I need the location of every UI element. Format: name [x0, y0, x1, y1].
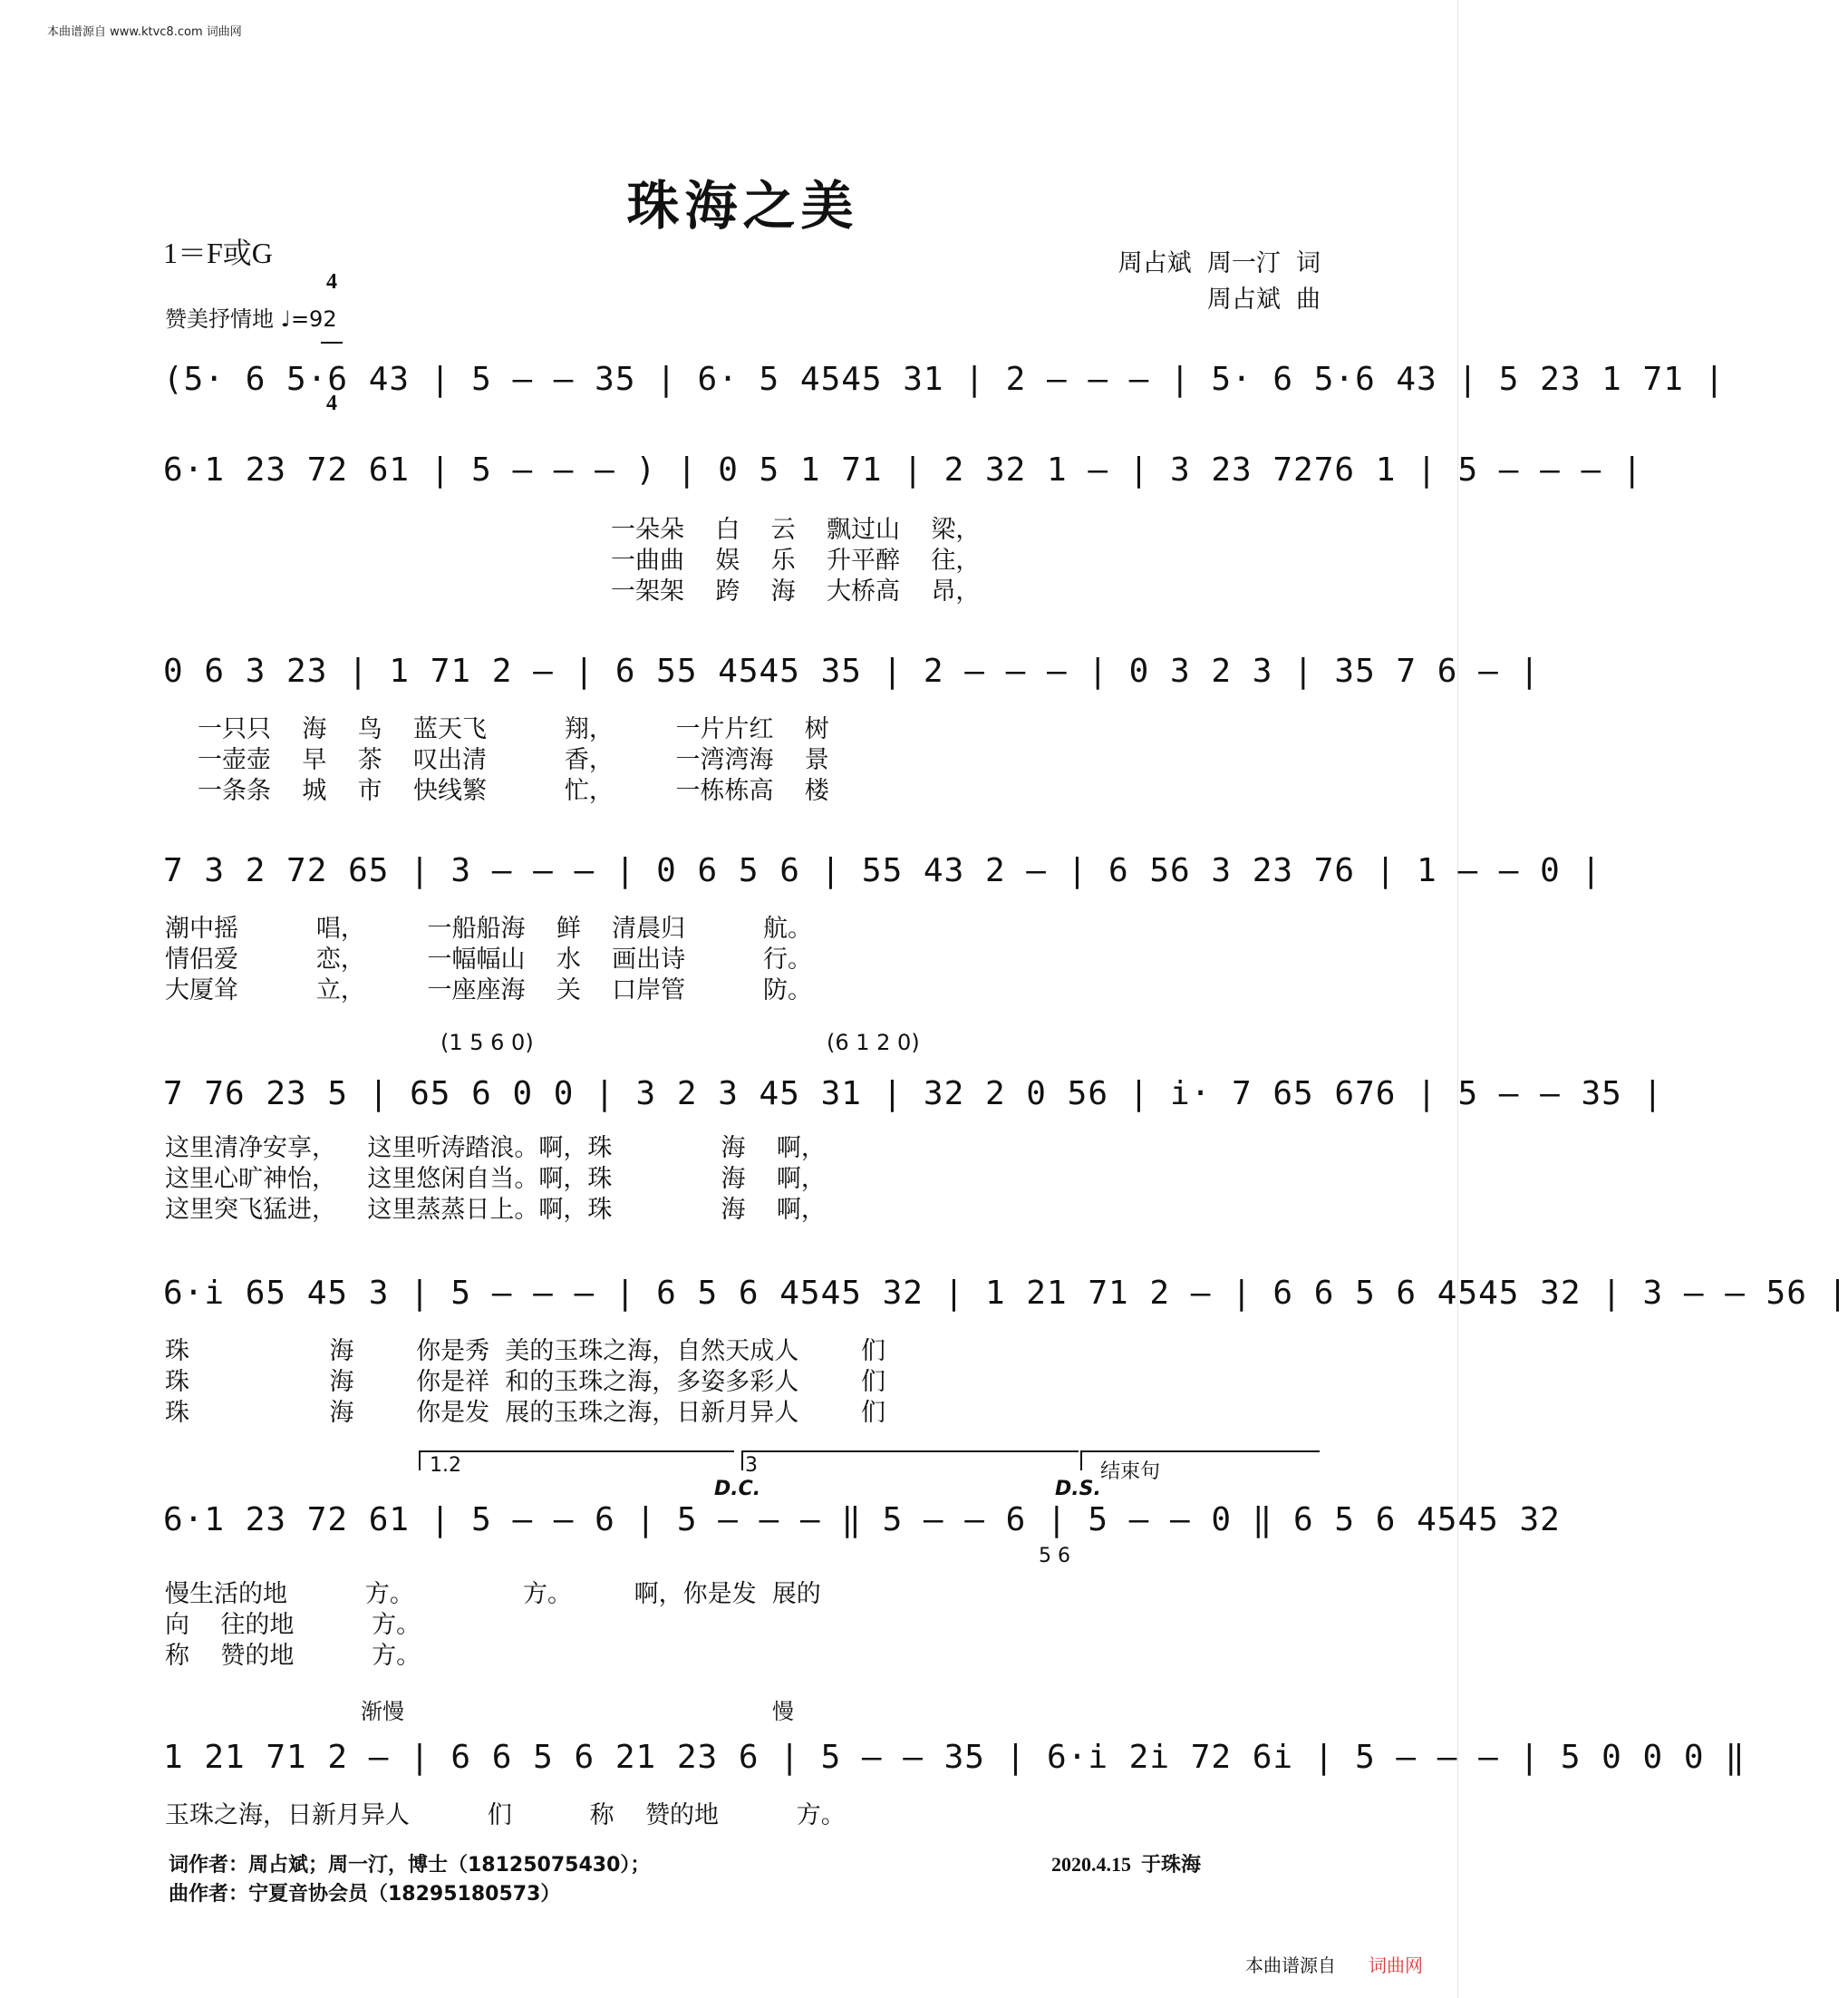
- notation-line-7: 6·1 23 72 61 | 5 — — 6 | 5 — — — ‖ 5 — — 6 | 5 — — 0 ‖ 6 5 6 4545 32: [163, 1501, 1561, 1538]
- lyric-line: 情侣爱 恋， 一幅幅山 水 画出诗 行。: [165, 946, 812, 974]
- tempo-marking: 赞美抒情地 ♩=92: [165, 306, 337, 332]
- volta-label-2: 3: [745, 1454, 758, 1477]
- lyric-line: 潮中摇 唱， 一船船海 鲜 清晨归 航。: [165, 915, 812, 943]
- lyric-line: 一只只 海 鸟 蓝天飞 翔， 一片片红 树: [198, 715, 829, 743]
- lyricist-credit: 周占斌 周一汀 词: [1118, 249, 1321, 277]
- lyric-line: 这里心旷神怡， 这里悠闲自当。啊，珠 海 啊，: [165, 1165, 826, 1193]
- ds-mark: D.S.: [1055, 1478, 1101, 1500]
- volta-label-1: 1.2: [430, 1454, 461, 1477]
- brand-name: 词曲网: [1369, 1954, 1423, 1976]
- composer-credit: 周占斌 曲: [1206, 286, 1321, 314]
- dc-mark: D.C.: [714, 1478, 761, 1500]
- ossia-notes-1: (1 5 6 0): [440, 1030, 534, 1055]
- lyric-line: 玉珠之海，日新月异人 们 称 赞的地 方。: [165, 1801, 846, 1829]
- footer-date: 2020.4.15 于珠海: [1051, 1853, 1202, 1876]
- header-source-text: 本曲谱源自 www.ktvc8.com 词曲网: [47, 25, 242, 39]
- lyric-line: 一壶壶 早 茶 叹出清 香， 一湾湾海 景: [198, 746, 829, 774]
- lyric-line: 一朵朵 白 云 飘过山 梁，: [611, 516, 981, 544]
- tempo-change-gradual: 渐慢: [361, 1699, 404, 1724]
- lyric-line: 这里突飞猛进， 这里蒸蒸日上。啊，珠 海 啊，: [165, 1196, 826, 1224]
- notation-line-3: 0 6 3 23 | 1 71 2 — | 6 55 4545 35 | 2 — — — | 0 3 2 3 | 35 7 6 — |: [163, 653, 1541, 690]
- lyric-line: 珠 海 你是秀 美的玉珠之海，自然天成人 们: [165, 1337, 885, 1365]
- notation-line-2: 6·1 23 72 61 | 5 — — — ) | 0 5 1 71 | 2 32 1 — | 3 23 7276 1 | 5 — — — |: [163, 451, 1643, 489]
- ossia-notes-2: (6 1 2 0): [827, 1030, 920, 1055]
- volta-bracket-1: [419, 1450, 734, 1470]
- tempo-change-slow: 慢: [772, 1699, 794, 1724]
- lyric-line: 一条条 城 市 快线繁 忙， 一栋栋高 楼: [198, 777, 829, 805]
- lyric-line: 珠 海 你是祥 和的玉珠之海，多姿多彩人 们: [165, 1368, 885, 1396]
- notation-line-4: 7 3 2 72 65 | 3 — — — | 0 6 5 6 | 55 43 2 — | 6 56 3 23 76 | 1 — — 0 |: [163, 852, 1602, 889]
- ending-label: 结束句: [1100, 1460, 1161, 1483]
- lyric-line: 珠 海 你是发 展的玉珠之海，日新月异人 们: [165, 1399, 885, 1427]
- left-watermark-strip: [2, 0, 15, 1998]
- meter-bottom: 4: [326, 392, 337, 415]
- notation-line-8: 1 21 71 2 — | 6 6 5 6 21 23 6 | 5 — — 35 | 6·i 2i 72 6i | 5 — — — | 5 0 0 0 ‖: [163, 1739, 1746, 1776]
- lyric-line: 向 往的地 方。: [165, 1611, 421, 1639]
- brand-prefix: 本曲谱源自: [1245, 1954, 1336, 1976]
- notation-line-6: 6·i 65 45 3 | 5 — — — | 6 5 6 4545 32 | 1 21 71 2 — | 6 6 5 6 4545 32 | 3 — — 56 |: [163, 1275, 1848, 1312]
- lyric-line: 一曲曲 娱 乐 升平醉 往，: [611, 547, 981, 575]
- alternate-notes: 5 6: [1039, 1545, 1070, 1567]
- lyric-line: 这里清净安享， 这里听涛踏浪。啊，珠 海 啊，: [165, 1134, 826, 1162]
- notation-line-1: (5· 6 5·6 43 | 5 — — 35 | 6· 5 4545 31 | 2 — — — | 5· 6 5·6 43 | 5 23 1 71 |: [163, 361, 1726, 398]
- lyric-line: 慢生活的地 方。 方。 啊，你是发 展的: [165, 1580, 821, 1608]
- meter-top: 4: [326, 270, 337, 294]
- footer-lyricist-info: 词作者：周占斌；周一汀，博士（18125075430）；: [169, 1854, 651, 1877]
- volta-bracket-2: [741, 1450, 1079, 1470]
- song-title: 珠海之美: [626, 175, 859, 237]
- footer-composer-info: 曲作者：宁夏音协会员（18295180573）: [169, 1883, 561, 1906]
- right-watermark-strip: [1457, 0, 1485, 1998]
- lyric-line: 一架架 跨 海 大桥高 昂，: [611, 577, 981, 606]
- lyric-line: 大厦耸 立， 一座座海 关 口岸管 防。: [165, 976, 812, 1004]
- notation-line-5: 7 76 23 5 | 65 6 0 0 | 3 2 3 45 31 | 32 2 0 56 | i· 7 65 676 | 5 — — 35 |: [163, 1075, 1664, 1112]
- lyric-line: 称 赞的地 方。: [165, 1642, 421, 1670]
- key-signature: 1＝F或G: [163, 237, 273, 269]
